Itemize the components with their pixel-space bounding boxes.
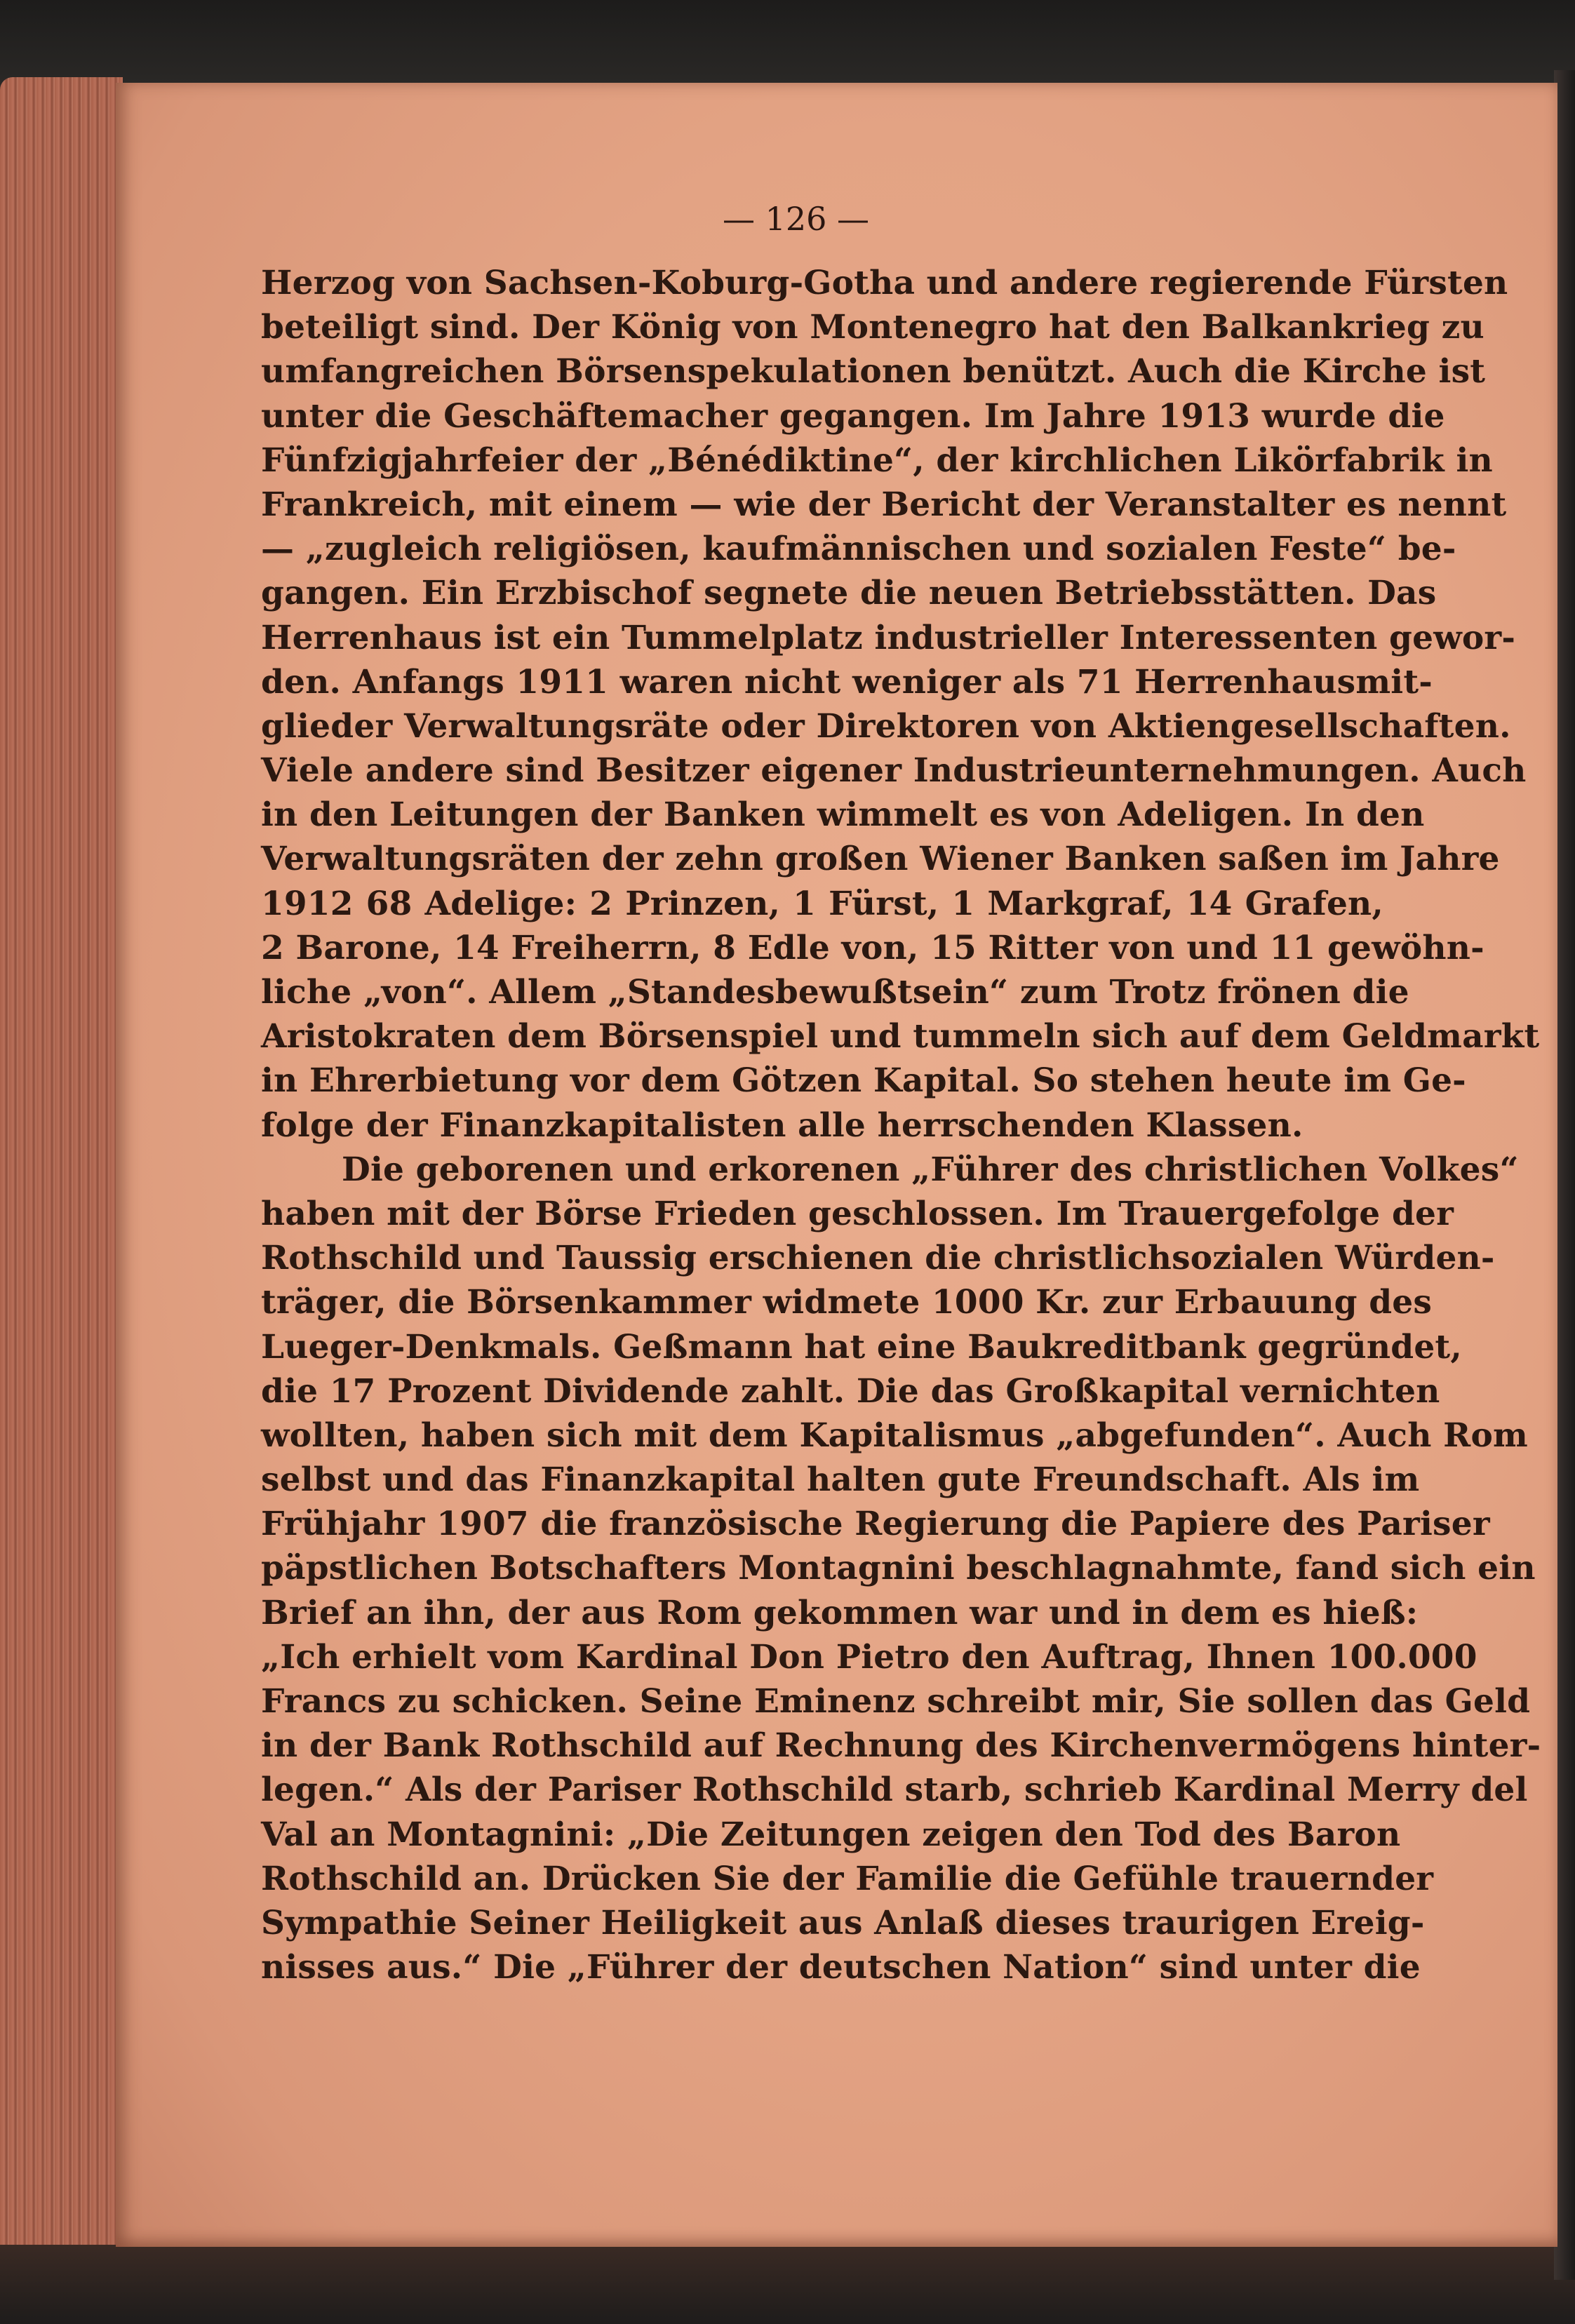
text-line: Die geborenen und erkorenen „Führer des christlichen Volkes“ — [342, 1150, 1519, 1189]
book-page-edges — [0, 77, 123, 2266]
text-line: Francs zu schicken. Seine Eminenz schreibt mir, Sie sollen das Geld — [261, 1682, 1531, 1721]
text-line: liche „von“. Allem „Standesbewußtsein“ zum Trotz frönen die — [261, 973, 1409, 1012]
text-line: Fünfzigjahrfeier der „Bénédiktine“, der kirchlichen Likörfabrik in — [261, 441, 1493, 480]
text-line: unter die Geschäftemacher gegangen. Im Jahre 1913 wurde die — [261, 396, 1445, 436]
text-line: glieder Verwaltungsräte oder Direktoren von Aktiengesellschaften. — [261, 706, 1511, 746]
text-line: die 17 Prozent Dividende zahlt. Die das Großkapital vernichten — [261, 1371, 1440, 1411]
text-line: den. Anfangs 1911 waren nicht weniger als 71 Herrenhausmit- — [261, 662, 1433, 701]
text-line: 1912 68 Adelige: 2 Prinzen, 1 Fürst, 1 Markgraf, 14 Grafen, — [261, 884, 1383, 923]
text-line: folge der Finanzkapitalisten alle herrschenden Klassen. — [261, 1106, 1303, 1145]
text-line: selbst und das Finanzkapital halten gute Freundschaft. Als im — [261, 1460, 1420, 1500]
text-line: Verwaltungsräten der zehn großen Wiener Banken saßen im Jahre — [261, 840, 1500, 879]
text-line: Viele andere sind Besitzer eigener Industrieunternehmungen. Auch — [261, 751, 1527, 791]
page-number: — 126 — — [723, 200, 870, 238]
text-line: Frühjahr 1907 die französische Regierung die Papiere des Pariser — [261, 1505, 1490, 1544]
text-line: päpstlichen Botschafters Montagnini beschlagnahmte, fand sich ein — [261, 1549, 1536, 1588]
text-line: Brief an ihn, der aus Rom gekommen war und in dem es hieß: — [261, 1593, 1419, 1632]
text-line: „Ich erhielt vom Kardinal Don Pietro den Auftrag, Ihnen 100.000 — [261, 1637, 1477, 1677]
paragraph-2 — [261, 1148, 1541, 1990]
text-line: haben mit der Börse Frieden geschlossen. Im Trauergefolge der — [261, 1194, 1454, 1233]
text-line: träger, die Börsenkammer widmete 1000 Kr. zur Erbauung des — [261, 1283, 1433, 1322]
book-bottom-edge — [0, 2245, 1575, 2324]
text-line: beteiligt sind. Der König von Montenegro hat den Balkankrieg zu — [261, 308, 1484, 347]
text-line: Herrenhaus ist ein Tummelplatz industrieller Interessenten gewor- — [261, 618, 1516, 657]
body-text — [261, 261, 1541, 1989]
text-line: Frankreich, mit einem — wie der Bericht der Veranstalter es nennt — [261, 485, 1507, 524]
dark-background — [0, 0, 1575, 91]
text-line: wollten, haben sich mit dem Kapitalismus „abgefunden“. Auch Rom — [261, 1416, 1528, 1455]
text-line: in der Bank Rothschild auf Rechnung des Kirchenvermögens hinter- — [261, 1726, 1541, 1766]
text-line: Sympathie Seiner Heiligkeit aus Anlaß dieses traurigen Ereig- — [261, 1903, 1425, 1942]
text-line: gangen. Ein Erzbischof segnete die neuen Betriebsstätten. Das — [261, 574, 1437, 613]
text-line: Rothschild an. Drücken Sie der Familie die Gefühle trauernder — [261, 1859, 1434, 1898]
text-line: Aristokraten dem Börsenspiel und tummeln sich auf dem Geldmarkt — [261, 1017, 1540, 1056]
text-line: Lueger-Denkmals. Geßmann hat eine Baukreditbank gegründet, — [261, 1327, 1462, 1366]
text-line: 2 Barone, 14 Freiherrn, 8 Edle von, 15 Ritter von und 11 gewöhn- — [261, 928, 1484, 967]
paragraph-1 — [261, 261, 1540, 1148]
text-line: Rothschild und Taussig erschienen die christlichsozialen Würden- — [261, 1239, 1495, 1278]
text-line: in Ehrerbietung vor dem Götzen Kapital. So stehen heute im Ge- — [261, 1061, 1466, 1101]
text-line: Val an Montagnini: „Die Zeitungen zeigen den Tod des Baron — [261, 1815, 1401, 1854]
text-line: Herzog von Sachsen-Koburg-Gotha und andere regierende Fürsten — [261, 264, 1508, 302]
text-line: in den Leitungen der Banken wimmelt es von Adeligen. In den — [261, 795, 1425, 835]
text-line: nisses aus.“ Die „Führer der deutschen Nation“ sind unter die — [261, 1948, 1421, 1987]
text-line: umfangreichen Börsenspekulationen benützt. Auch die Kirche ist — [261, 352, 1486, 391]
text-line: legen.“ Als der Pariser Rothschild starb, schrieb Kardinal Merry del — [261, 1771, 1528, 1810]
text-line: — „zugleich religiösen, kaufmännischen und sozialen Feste“ be- — [261, 530, 1456, 569]
